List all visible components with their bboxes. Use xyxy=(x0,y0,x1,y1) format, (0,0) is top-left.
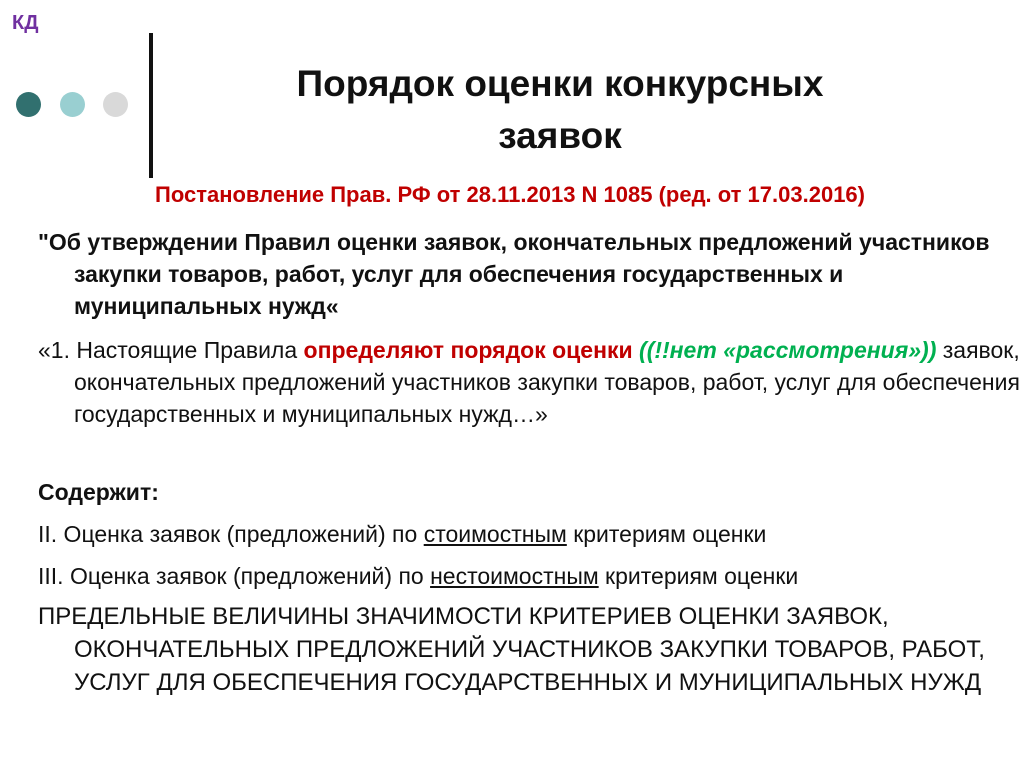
limits-heading: ПРЕДЕЛЬНЫЕ ВЕЛИЧИНЫ ЗНАЧИМОСТИ КРИТЕРИЕВ ОЦЕНКИ ЗАЯВОК, ОКОНЧАТЕЛЬНЫХ ПРЕДЛОЖЕНИЙ УЧАСТНИКОВ ЗАКУПКИ ТОВАРОВ, РАБОТ, УСЛУГ ДЛЯ ОБЕСПЕЧЕНИЯ ГОСУДАРСТВЕННЫХ И МУНИЦИПАЛЬНЫХ НУЖД xyxy=(38,603,985,696)
section-iii-suffix: критериям оценки xyxy=(598,563,799,589)
rule-lead: «1. Настоящие Правила xyxy=(38,337,304,363)
decree-reference: Постановление Прав. РФ от 28.11.2013 N 1085 (ред. от 17.03.2016) xyxy=(155,182,865,207)
rule-note: ((!!нет «рассмотрения»)) xyxy=(639,337,937,363)
decorative-dot-grey xyxy=(103,92,128,117)
title-divider xyxy=(149,33,153,178)
slide-title-line-2: заявок xyxy=(498,115,622,156)
section-iii-prefix: III. Оценка заявок (предложений) по xyxy=(38,563,431,589)
slide-title-line-1: Порядок оценки конкурсных xyxy=(296,63,824,104)
corner-label: КД xyxy=(12,12,39,34)
rule-highlight: определяют порядок оценки xyxy=(303,337,633,363)
section-ii-keyword: стоимостным xyxy=(423,521,567,547)
decree-title-quote: "Об утверждении Правил оценки заявок, окончательных предложений участников закупки товаров, работ, услуг для обеспечения государственных и муниципальных нужд« xyxy=(38,229,990,319)
contains-label: Содержит: xyxy=(38,479,159,505)
section-iii xyxy=(38,560,1024,592)
slide-title xyxy=(170,58,950,162)
section-iii-keyword: нестоимостным xyxy=(430,563,599,589)
decorative-dot-dark xyxy=(16,92,41,117)
rule-rest: заявок, окончательных предложений участников закупки товаров, работ, услуг для обеспечения государственных и муниципальных нужд…» xyxy=(74,337,1020,427)
section-ii-suffix: критериям оценки xyxy=(566,521,767,547)
section-ii xyxy=(38,518,1024,550)
rule-paragraph xyxy=(38,334,1024,430)
decorative-dot-light xyxy=(60,92,85,117)
section-ii-prefix: II. Оценка заявок (предложений) по xyxy=(38,521,424,547)
